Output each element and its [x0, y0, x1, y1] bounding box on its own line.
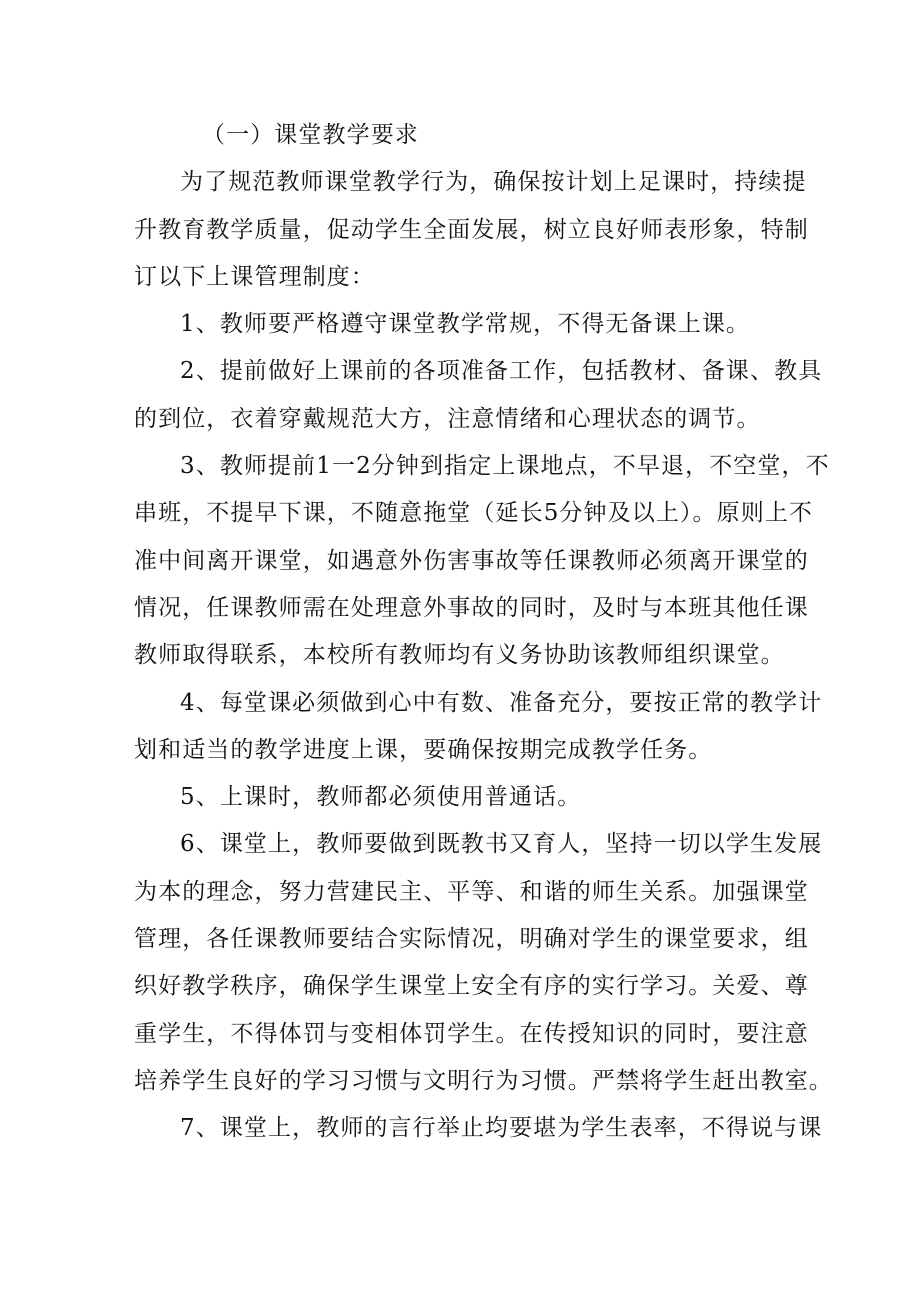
rule-5-line-1: 5、上课时，教师都必须使用普通话。 — [180, 784, 582, 811]
rule-6-line-3: 管理，各任课教师要结合实际情况，明确对学生的课堂要求，组 — [134, 926, 809, 953]
rule-6-line-1: 6、课堂上，教师要做到既教书又育人，坚持一切以学生发展 — [180, 831, 823, 858]
rule-3-line-2: 串班，不提早下课，不随意拖堂（延长5分钟及以上）。原则上不 — [134, 500, 814, 527]
intro-line-2: 升教育教学质量，促动学生全面发展，树立良好师表形象，特制 — [134, 216, 809, 243]
rule-3-line-3: 准中间离开课堂，如遇意外伤害事故等任课教师必须离开课堂的 — [134, 547, 809, 574]
section-heading: （一）课堂教学要求 — [202, 122, 419, 148]
rule-6-line-5: 重学生，不得体罚与变相体罚学生。在传授知识的同时，要注意 — [134, 1020, 809, 1047]
rule-6-line-6: 培养学生良好的学习习惯与文明行为习惯。严禁将学生赶出教室。 — [134, 1067, 833, 1094]
rule-3-line-5: 教师取得联系，本校所有教师均有义务协助该教师组织课堂。 — [134, 642, 785, 669]
rule-3-line-1: 3、教师提前1一2分钟到指定上课地点，不早退，不空堂，不 — [180, 453, 830, 480]
rule-6-line-2: 为本的理念，努力营建民主、平等、和谐的师生关系。加强课堂 — [134, 878, 809, 905]
intro-line-1: 为了规范教师课堂教学行为，确保按计划上足课时，持续提 — [180, 169, 807, 196]
rule-1-line-1: 1、教师要严格遵守课堂教学常规，不得无备课上课。 — [180, 311, 751, 338]
rule-6-line-4: 织好教学秩序，确保学生课堂上安全有序的实行学习。关爱、尊 — [134, 973, 809, 1000]
rule-2-line-1: 2、提前做好上课前的各项准备工作，包括教材、备课、教具 — [180, 358, 823, 385]
rule-3-line-4: 情况，任课教师需在处理意外事故的同时，及时与本班其他任课 — [134, 594, 809, 621]
rule-4-line-1: 4、每堂课必须做到心中有数、准备充分，要按正常的教学计 — [180, 689, 823, 716]
intro-line-3: 订以下上课管理制度： — [134, 263, 375, 290]
rule-7-line-1: 7、课堂上，教师的言行举止均要堪为学生表率，不得说与课 — [180, 1115, 823, 1142]
rule-4-line-2: 划和适当的教学进度上课，要确保按期完成教学任务。 — [134, 736, 713, 763]
rule-2-line-2: 的到位，衣着穿戴规范大方，注意情绪和心理状态的调节。 — [134, 405, 761, 432]
document-body — [134, 112, 833, 1153]
